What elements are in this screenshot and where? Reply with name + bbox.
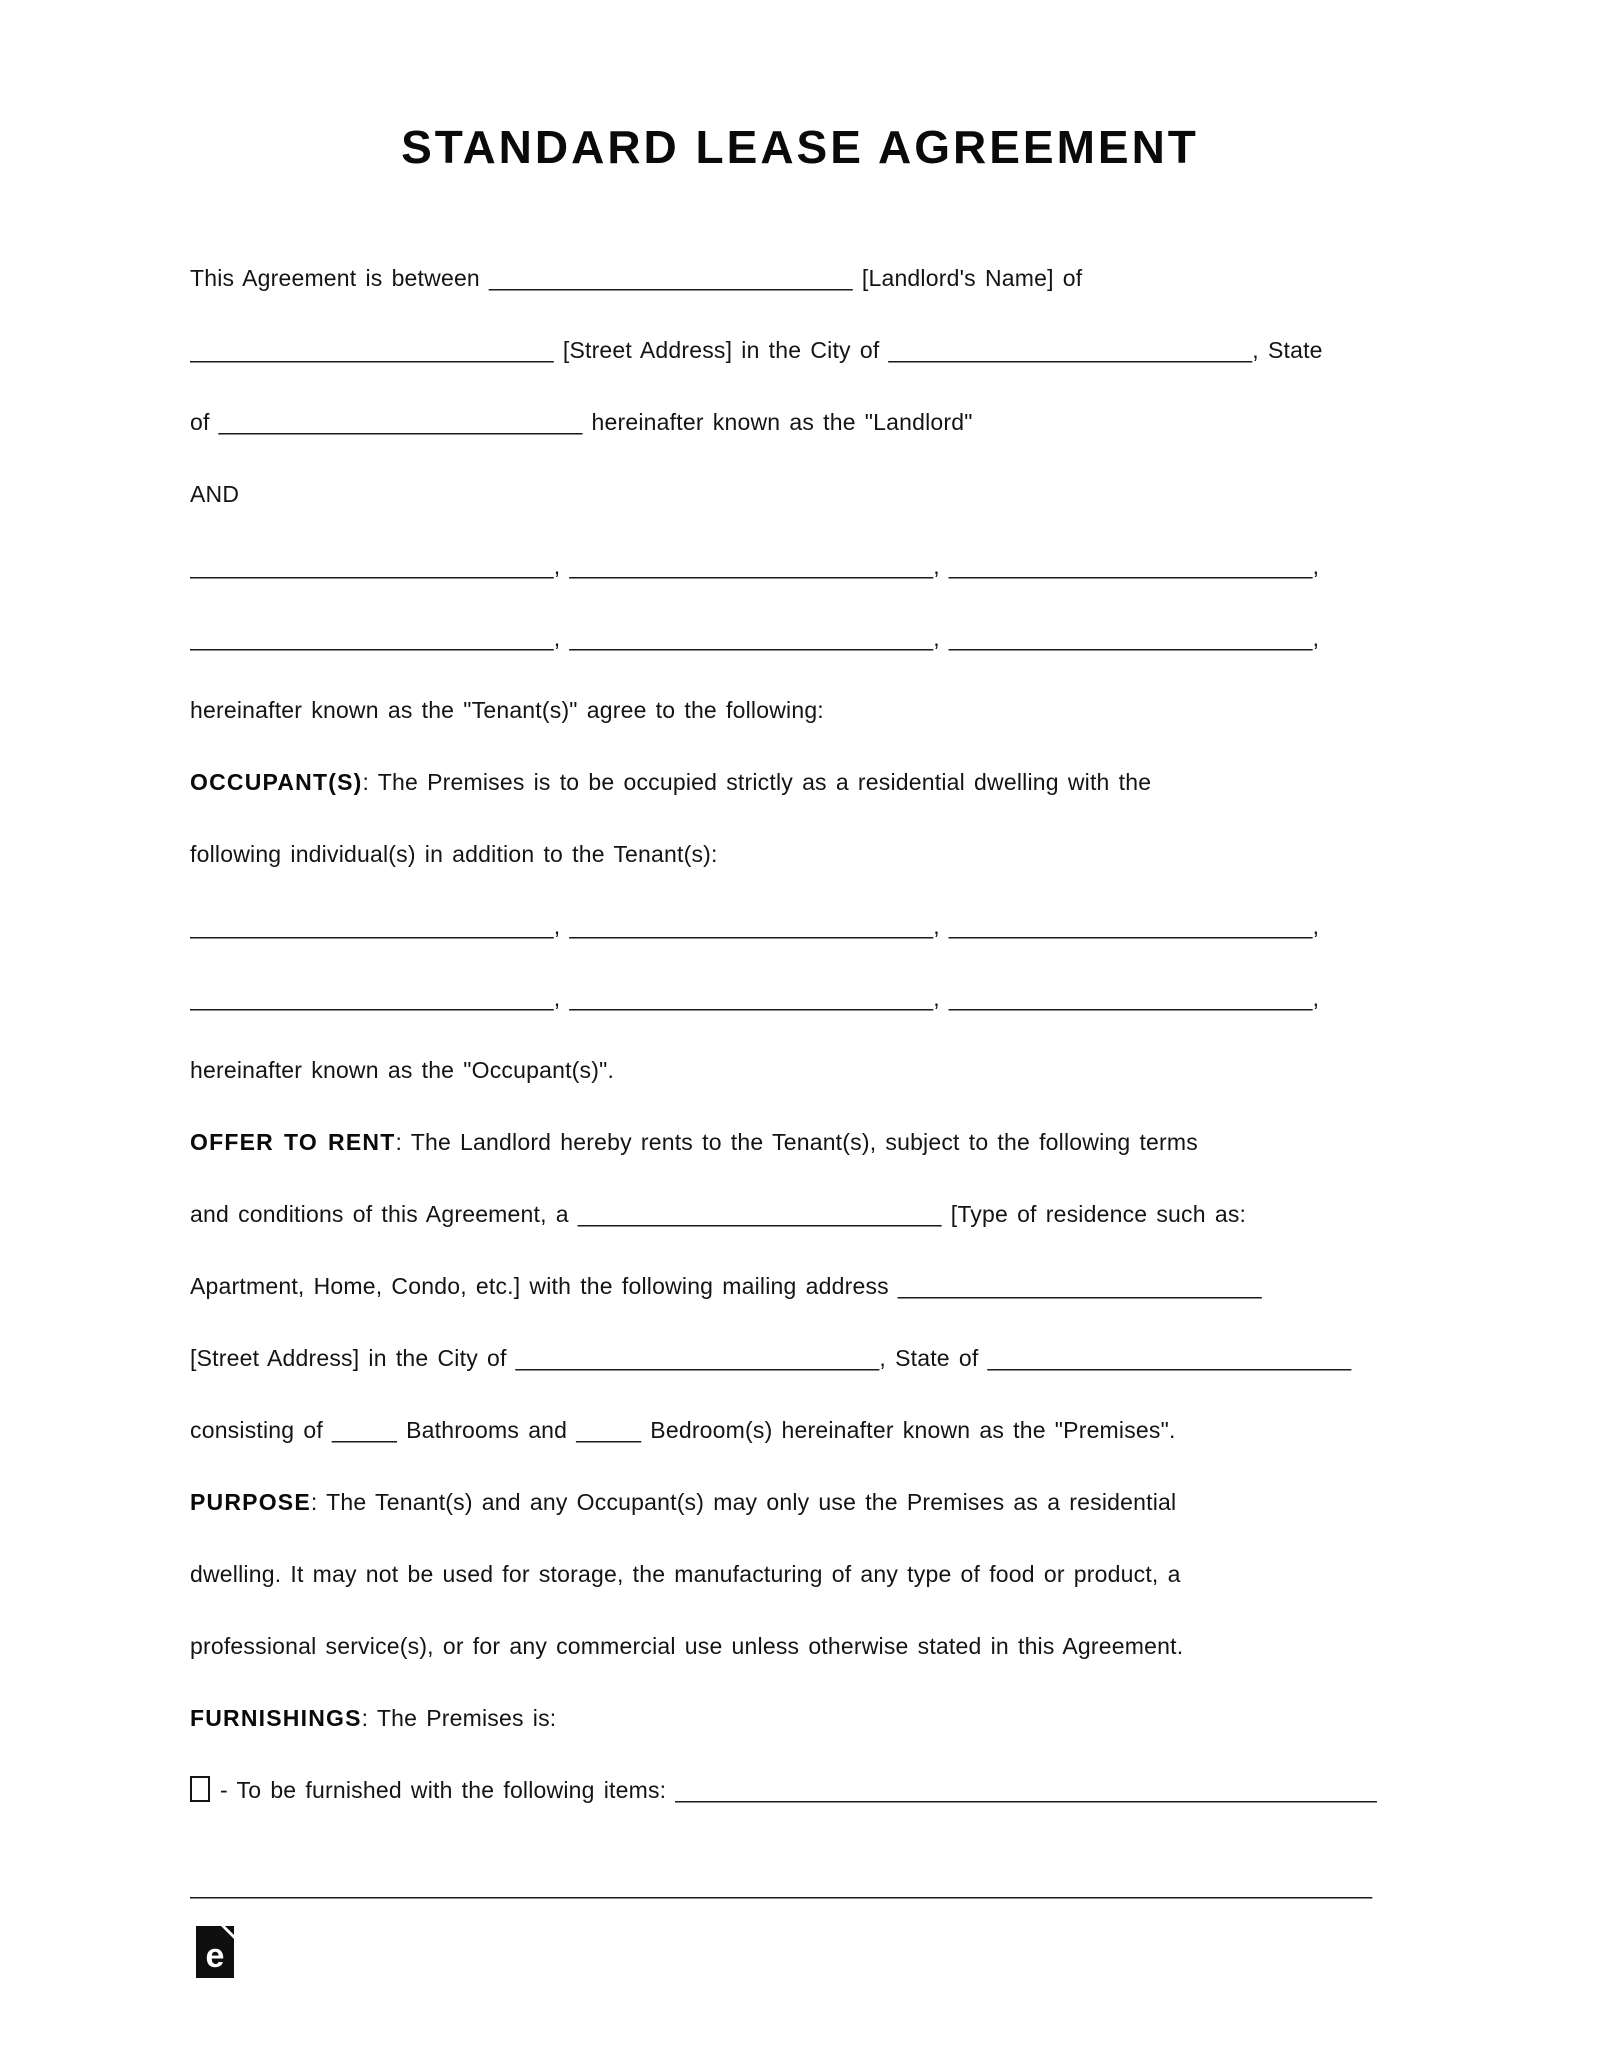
document-title: STANDARD LEASE AGREEMENT	[401, 121, 1199, 173]
document-line	[190, 458, 1410, 530]
line-text: following individual(s) in addition to the Tenant(s):	[190, 841, 718, 867]
line-text: : The Tenant(s) and any Occupant(s) may only use the Premises as a residential	[310, 1489, 1177, 1515]
line-text: : The Premises is to be occupied strictly as a residential dwelling with the	[362, 769, 1152, 795]
document-line	[190, 1034, 1410, 1106]
line-text: ____________________________, ____________________________, ____________________________,	[190, 913, 1320, 939]
section-heading: OCCUPANT(S)	[190, 769, 363, 795]
line-text: ____________________________, ____________________________, ____________________________,	[190, 625, 1320, 651]
line-text: ____________________________ [Street Address] in the City of ____________________________, State	[190, 337, 1323, 363]
eforms-logo-letter: e	[205, 1937, 225, 1975]
line-text: : The Premises is:	[361, 1705, 557, 1731]
document-line	[190, 530, 1410, 602]
document-line	[190, 1466, 1410, 1538]
document-line	[190, 1682, 1410, 1754]
eforms-document-icon	[196, 1926, 234, 1978]
line-text: and conditions of this Agreement, a ____________________________ [Type of residence such as:	[190, 1201, 1247, 1227]
document-line	[190, 1754, 1410, 1826]
line-text: hereinafter known as the "Tenant(s)" agree to the following:	[190, 697, 824, 723]
eforms-logo	[196, 1926, 234, 1978]
line-text: of ____________________________ hereinafter known as the "Landlord"	[190, 409, 973, 435]
document-body	[190, 242, 1410, 1922]
line-text: ____________________________, ____________________________, ____________________________,	[190, 553, 1320, 579]
line-text: : The Landlord hereby rents to the Tenant(s), subject to the following terms	[395, 1129, 1198, 1155]
document-line	[190, 602, 1410, 674]
document-line	[190, 1250, 1410, 1322]
document-line	[190, 1394, 1410, 1466]
document-line	[190, 1178, 1410, 1250]
section-heading: PURPOSE	[190, 1489, 311, 1515]
document-line	[190, 1106, 1410, 1178]
section-heading: FURNISHINGS	[190, 1705, 362, 1731]
document-line	[190, 818, 1410, 890]
document-line	[190, 242, 1410, 314]
document-line	[190, 674, 1410, 746]
line-text: [Street Address] in the City of ____________________________, State of ____________________________	[190, 1345, 1352, 1371]
document-line	[190, 1322, 1410, 1394]
line-text: This Agreement is between ____________________________ [Landlord's Name] of	[190, 265, 1083, 291]
line-text: hereinafter known as the "Occupant(s)".	[190, 1057, 615, 1083]
document-line	[190, 962, 1410, 1034]
document-line	[190, 890, 1410, 962]
document-line	[190, 386, 1410, 458]
line-text: AND	[190, 481, 240, 507]
line-text: ____________________________, ____________________________, ____________________________,	[190, 985, 1320, 1011]
document-line	[190, 314, 1410, 386]
section-heading: OFFER TO RENT	[190, 1129, 396, 1155]
line-text: consisting of _____ Bathrooms and _____ Bedroom(s) hereinafter known as the "Premises".	[190, 1417, 1176, 1443]
line-text: dwelling. It may not be used for storage, the manufacturing of any type of food or product, a	[190, 1561, 1181, 1587]
document-line	[190, 1850, 1410, 1922]
document-line	[190, 746, 1410, 818]
document-line	[190, 1538, 1410, 1610]
line-text: - To be furnished with the following items: ______________________________________________________	[220, 1777, 1377, 1803]
document-line	[190, 1610, 1410, 1682]
furnished-items-checkbox[interactable]	[190, 1776, 210, 1802]
line-text: ___________________________________________________________________________________________	[190, 1873, 1373, 1899]
line-text: Apartment, Home, Condo, etc.] with the following mailing address ____________________________	[190, 1273, 1262, 1299]
line-text: professional service(s), or for any commercial use unless otherwise stated in this Agreement.	[190, 1633, 1184, 1659]
